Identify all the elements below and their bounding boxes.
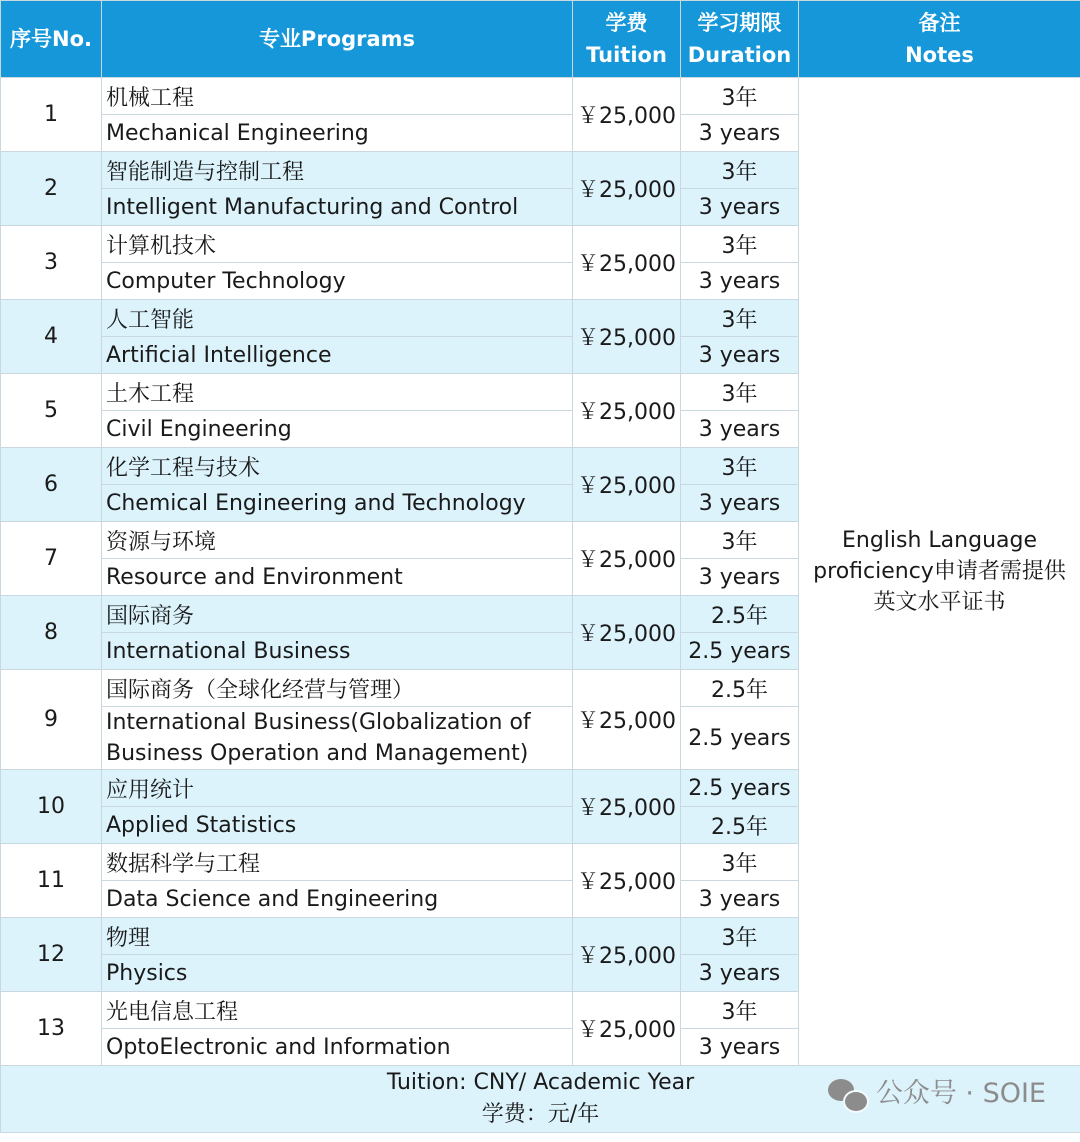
program-name-cn: 国际商务（全球化经营与管理） bbox=[102, 670, 573, 707]
row-number: 6 bbox=[1, 448, 102, 522]
header-tuition bbox=[573, 1, 681, 78]
table-row bbox=[1, 78, 1080, 115]
program-name-en: Data Science and Engineering bbox=[102, 881, 573, 918]
row-number: 9 bbox=[1, 670, 102, 770]
header-no: 序号No. bbox=[1, 1, 102, 78]
footer-line-1: Tuition: CNY/ Academic Year bbox=[386, 1070, 695, 1095]
duration-en: 3 years bbox=[681, 263, 799, 300]
header-duration-en: Duration bbox=[687, 43, 792, 67]
header-tuition-en: Tuition bbox=[586, 43, 667, 67]
program-name-en: OptoElectronic and Information bbox=[102, 1029, 573, 1066]
duration-en: 3 years bbox=[681, 411, 799, 448]
duration-cn: 3年 bbox=[681, 918, 799, 955]
row-number: 2 bbox=[1, 152, 102, 226]
row-number: 10 bbox=[1, 770, 102, 844]
tuition-fee: ￥25,000 bbox=[573, 522, 681, 596]
header-duration bbox=[681, 1, 799, 78]
program-name-en: Physics bbox=[102, 955, 573, 992]
tuition-fee: ￥25,000 bbox=[573, 670, 681, 770]
row-number: 1 bbox=[1, 78, 102, 152]
duration-en: 2.5 years bbox=[681, 707, 799, 770]
program-name-cn: 智能制造与控制工程 bbox=[102, 152, 573, 189]
tuition-fee: ￥25,000 bbox=[573, 152, 681, 226]
row-number: 4 bbox=[1, 300, 102, 374]
footer-line-2: 学费：元/年 bbox=[481, 1102, 600, 1127]
duration-cn: 3年 bbox=[681, 374, 799, 411]
duration-en: 3 years bbox=[681, 189, 799, 226]
row-number: 3 bbox=[1, 226, 102, 300]
duration-cn: 3年 bbox=[681, 992, 799, 1029]
duration-cn: 3年 bbox=[681, 448, 799, 485]
header-notes-en: Notes bbox=[905, 43, 974, 67]
duration-cn: 2.5年 bbox=[681, 807, 799, 844]
footer-cell bbox=[1, 1066, 1080, 1133]
row-number: 12 bbox=[1, 918, 102, 992]
tuition-fee: ￥25,000 bbox=[573, 448, 681, 522]
footer-row bbox=[1, 1066, 1080, 1133]
program-name-en: International Business(Globalization of Business Operation and Management) bbox=[102, 707, 573, 770]
duration-en: 2.5 years bbox=[681, 633, 799, 670]
row-number: 5 bbox=[1, 374, 102, 448]
program-name-cn: 国际商务 bbox=[102, 596, 573, 633]
duration-en: 3 years bbox=[681, 559, 799, 596]
program-name-en: Intelligent Manufacturing and Control bbox=[102, 189, 573, 226]
duration-en: 3 years bbox=[681, 485, 799, 522]
notes-line-3: 英文水平证书 bbox=[873, 590, 1006, 615]
header-notes bbox=[799, 1, 1080, 78]
notes-line-2: proficiency申请者需提供 bbox=[813, 559, 1066, 584]
duration-en: 3 years bbox=[681, 881, 799, 918]
program-name-en: Chemical Engineering and Technology bbox=[102, 485, 573, 522]
program-name-en: Mechanical Engineering bbox=[102, 115, 573, 152]
duration-cn: 3年 bbox=[681, 522, 799, 559]
tuition-fee: ￥25,000 bbox=[573, 992, 681, 1066]
duration-en: 2.5 years bbox=[681, 770, 799, 807]
duration-cn: 2.5年 bbox=[681, 670, 799, 707]
watermark bbox=[828, 1077, 1046, 1111]
program-name-cn: 人工智能 bbox=[102, 300, 573, 337]
program-name-en: Artificial Intelligence bbox=[102, 337, 573, 374]
program-name-en: Computer Technology bbox=[102, 263, 573, 300]
program-name-en: Applied Statistics bbox=[102, 807, 573, 844]
duration-en: 3 years bbox=[681, 1029, 799, 1066]
program-name-en: International Business bbox=[102, 633, 573, 670]
header-notes-cn: 备注 bbox=[918, 11, 961, 35]
program-name-cn: 物理 bbox=[102, 918, 573, 955]
duration-cn: 3年 bbox=[681, 844, 799, 881]
program-name-cn: 光电信息工程 bbox=[102, 992, 573, 1029]
tuition-fee: ￥25,000 bbox=[573, 78, 681, 152]
watermark-text: 公众号 · SOIE bbox=[875, 1078, 1046, 1109]
program-name-cn: 土木工程 bbox=[102, 374, 573, 411]
program-name-cn: 资源与环境 bbox=[102, 522, 573, 559]
duration-en: 3 years bbox=[681, 337, 799, 374]
tuition-fee: ￥25,000 bbox=[573, 770, 681, 844]
tuition-fee: ￥25,000 bbox=[573, 844, 681, 918]
header-duration-cn: 学习期限 bbox=[697, 11, 782, 35]
row-number: 8 bbox=[1, 596, 102, 670]
program-name-cn: 化学工程与技术 bbox=[102, 448, 573, 485]
program-name-en: Resource and Environment bbox=[102, 559, 573, 596]
tuition-fee: ￥25,000 bbox=[573, 374, 681, 448]
duration-cn: 3年 bbox=[681, 78, 799, 115]
duration-cn: 3年 bbox=[681, 300, 799, 337]
row-number: 13 bbox=[1, 992, 102, 1066]
duration-cn: 2.5年 bbox=[681, 596, 799, 633]
header-row bbox=[1, 1, 1080, 78]
tuition-fee: ￥25,000 bbox=[573, 300, 681, 374]
header-programs: 专业Programs bbox=[102, 1, 573, 78]
tuition-fee: ￥25,000 bbox=[573, 918, 681, 992]
duration-cn: 3年 bbox=[681, 226, 799, 263]
tuition-fee: ￥25,000 bbox=[573, 596, 681, 670]
tuition-fee: ￥25,000 bbox=[573, 226, 681, 300]
row-number: 7 bbox=[1, 522, 102, 596]
wechat-icon bbox=[828, 1077, 868, 1111]
row-number: 11 bbox=[1, 844, 102, 918]
program-name-cn: 机械工程 bbox=[102, 78, 573, 115]
program-name-cn: 计算机技术 bbox=[102, 226, 573, 263]
duration-cn: 3年 bbox=[681, 152, 799, 189]
duration-en: 3 years bbox=[681, 955, 799, 992]
notes-line-1: English Language bbox=[841, 528, 1037, 553]
header-tuition-cn: 学费 bbox=[605, 11, 648, 35]
program-name-en: Civil Engineering bbox=[102, 411, 573, 448]
duration-en: 3 years bbox=[681, 115, 799, 152]
program-name-cn: 数据科学与工程 bbox=[102, 844, 573, 881]
program-name-cn: 应用统计 bbox=[102, 770, 573, 807]
notes-cell bbox=[799, 78, 1080, 1066]
